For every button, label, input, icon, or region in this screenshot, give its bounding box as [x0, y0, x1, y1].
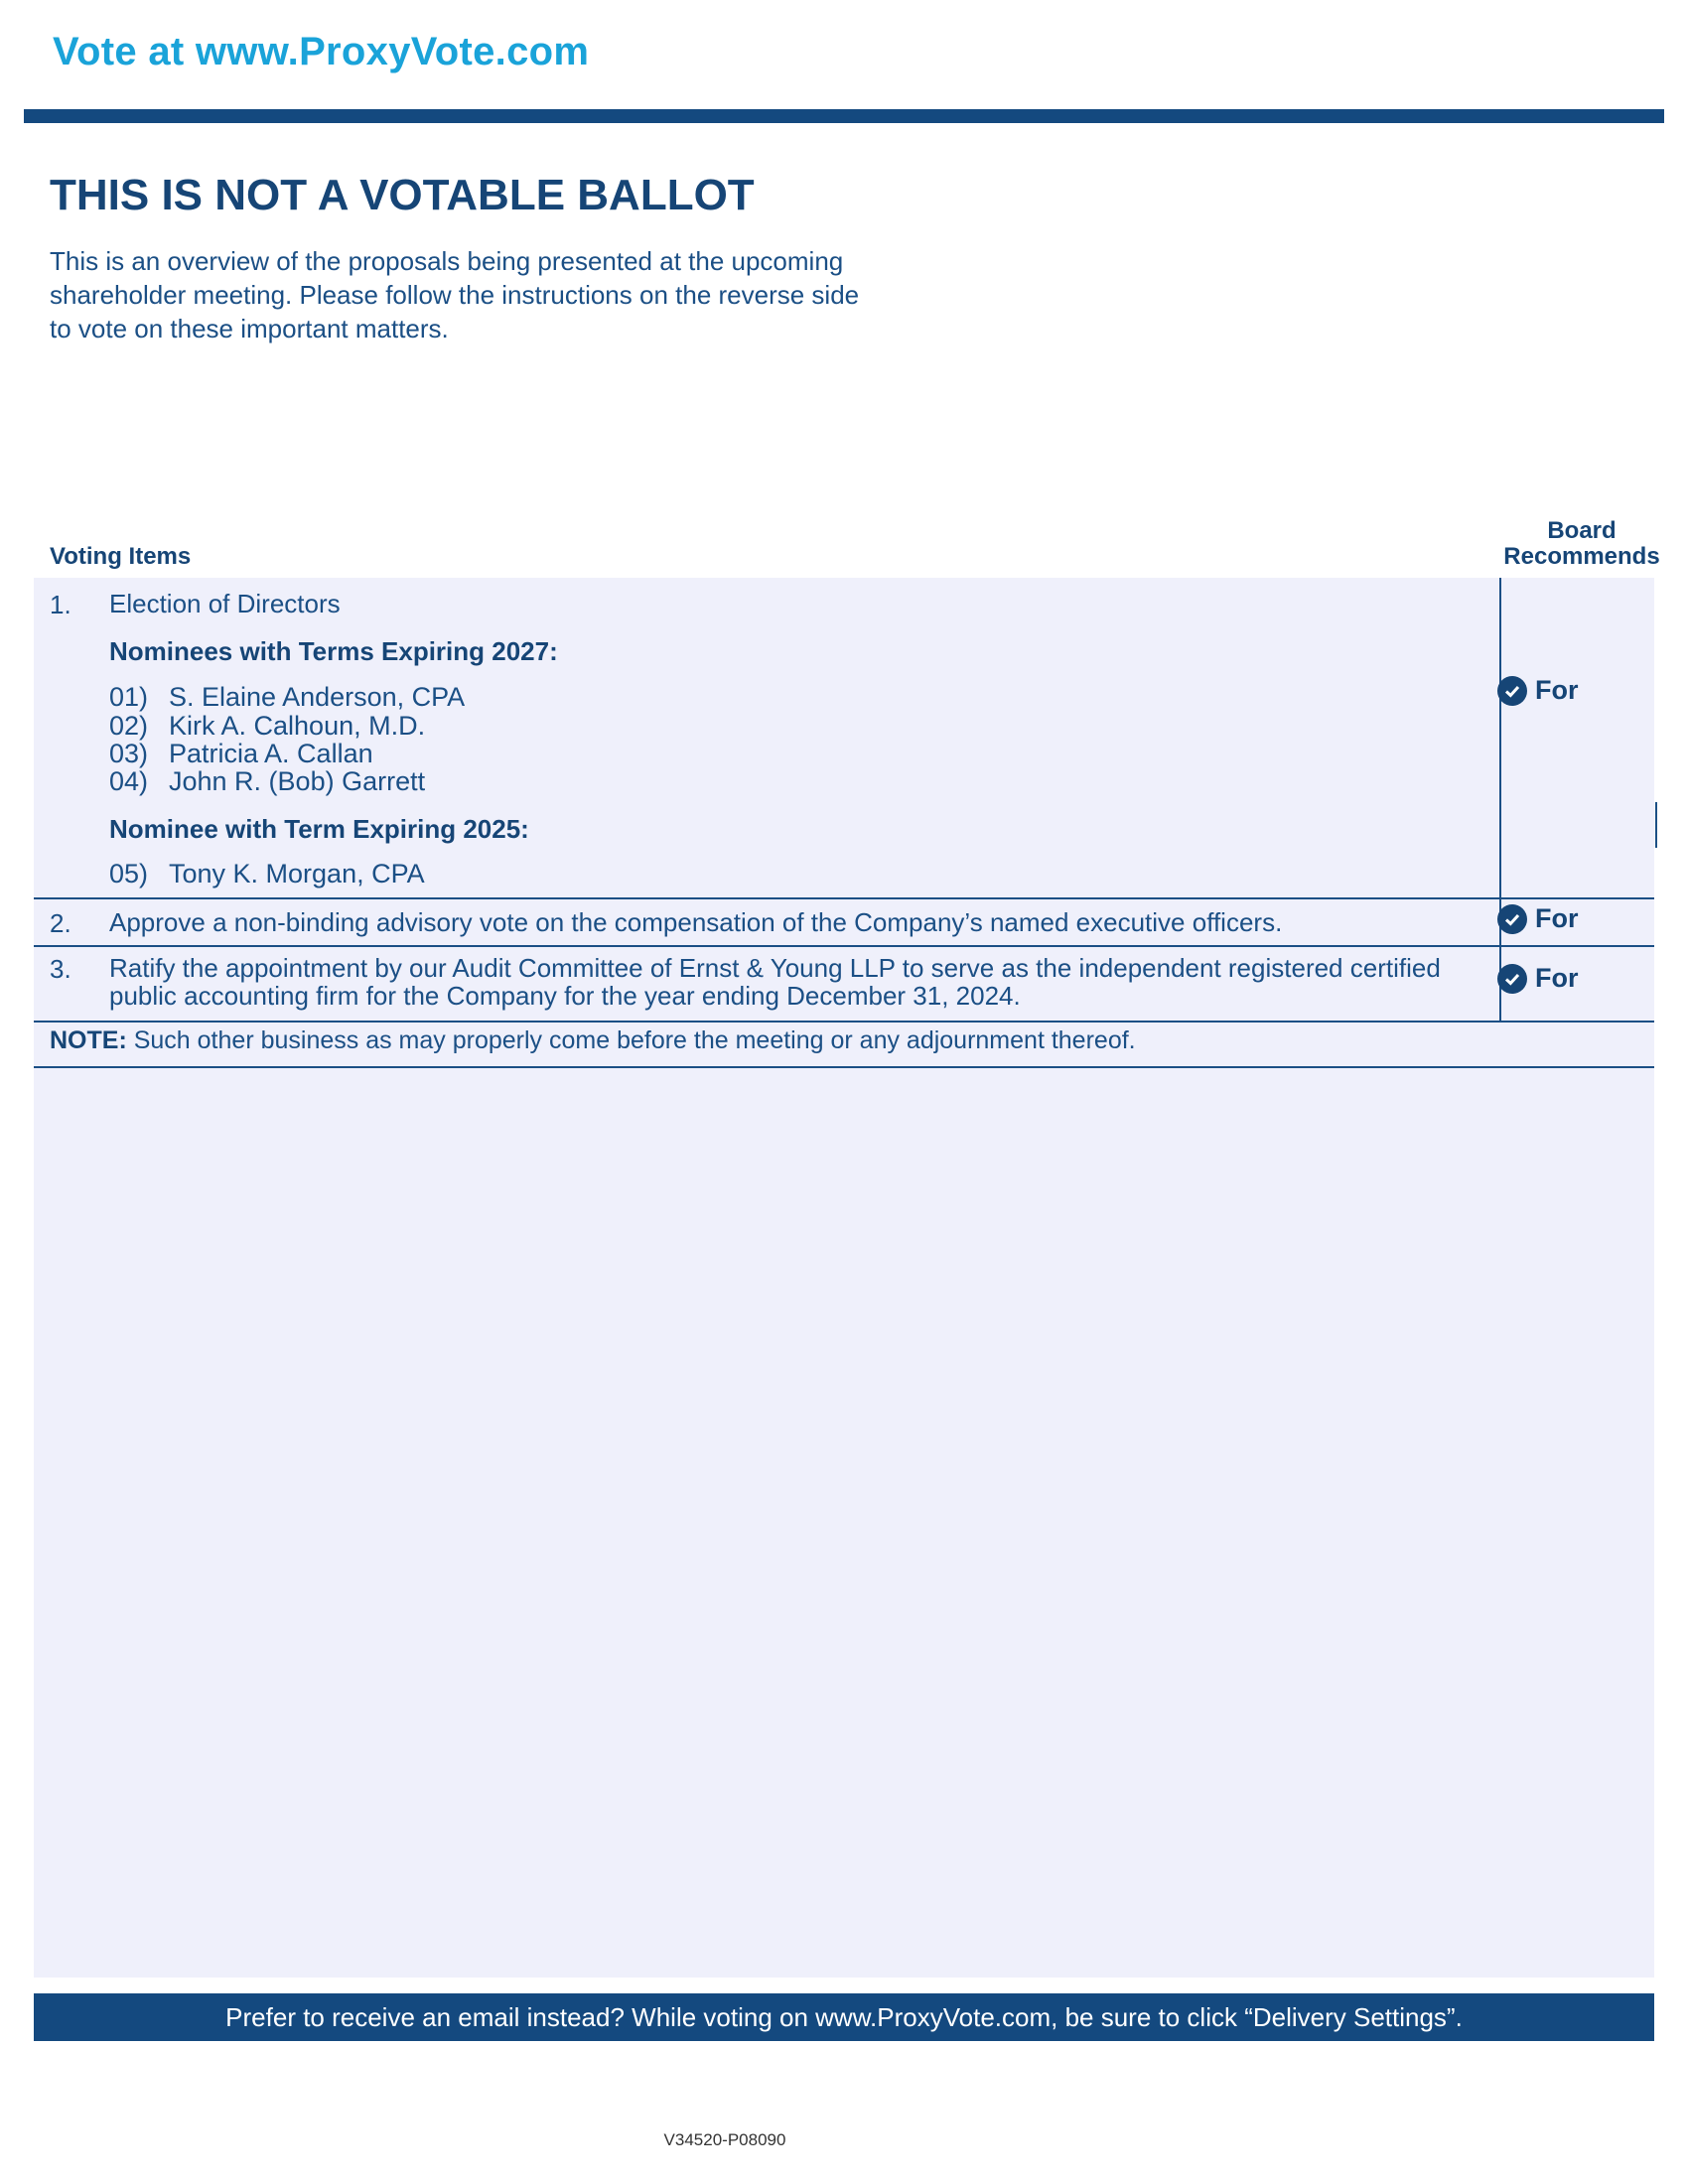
- item-1-recommendation: [1497, 675, 1579, 706]
- check-circle-icon: [1497, 964, 1527, 994]
- header-rule: [24, 109, 1664, 123]
- nominee-name: John R. (Bob) Garrett: [169, 766, 426, 796]
- row-divider-4: [34, 1066, 1654, 1068]
- nominee-name: S. Elaine Anderson, CPA: [169, 682, 466, 712]
- item-3-number: 3.: [50, 954, 71, 984]
- nominee-name: Patricia A. Callan: [169, 739, 373, 768]
- item-2-number: 2.: [50, 908, 71, 938]
- item-1-group2-heading: Nominee with Term Expiring 2025:: [109, 814, 529, 844]
- nominee-number: 01): [109, 682, 149, 712]
- board-header-line2: Recommends: [1503, 543, 1660, 570]
- row-divider-1: [34, 897, 1654, 899]
- nominee-02: [109, 712, 425, 741]
- row-divider-2: [34, 945, 1654, 947]
- intro-text: This is an overview of the proposals being presented at the upcoming shareholder meeting. Please follow the instructions on the reverse side to vote on these important matters.: [50, 246, 860, 343]
- note-text: Such other business as may properly come before the meeting or any adjournment thereof.: [126, 1026, 1136, 1054]
- nominee-03: [109, 740, 373, 768]
- nominee-01: [109, 683, 465, 712]
- item-1-group1-heading: Nominees with Terms Expiring 2027:: [109, 636, 558, 666]
- recommendation-label: For: [1535, 963, 1579, 993]
- item-3-text: [109, 954, 1499, 1010]
- check-circle-icon: [1497, 904, 1527, 934]
- nominee-number: 04): [109, 766, 149, 796]
- nominee-number: 05): [109, 859, 149, 888]
- item-3-text-line2: public accounting firm for the Company for the year ending December 31, 2024.: [109, 981, 1021, 1011]
- item-3-text-line1: Ratify the appointment by our Audit Committee of Ernst & Young LLP to serve as the independent registered certified: [109, 953, 1441, 983]
- row-divider-3: [34, 1021, 1654, 1023]
- voting-items-header: Voting Items: [50, 543, 192, 570]
- board-recommends-header: [1477, 518, 1686, 570]
- nominee-name: Kirk A. Calhoun, M.D.: [169, 711, 426, 741]
- nominee-name: Tony K. Morgan, CPA: [169, 859, 425, 888]
- page-title: THIS IS NOT A VOTABLE BALLOT: [50, 171, 755, 219]
- column-divider: [1499, 578, 1501, 1023]
- document-id: V34520-P08090: [663, 2130, 786, 2149]
- edge-mark: [1655, 802, 1657, 848]
- note: [50, 1026, 1136, 1055]
- nominee-number: 02): [109, 711, 149, 741]
- nominee-05: [109, 860, 425, 888]
- board-header-line1: Board: [1547, 517, 1617, 544]
- check-circle-icon: [1497, 676, 1527, 706]
- recommendation-label: For: [1535, 675, 1579, 705]
- note-label: NOTE:: [50, 1026, 127, 1054]
- recommendation-label: For: [1535, 903, 1579, 933]
- item-2-recommendation: [1497, 903, 1579, 934]
- item-1-text: Election of Directors: [109, 589, 341, 618]
- item-1-number: 1.: [50, 590, 71, 619]
- item-2-text: Approve a non-binding advisory vote on the compensation of the Company’s named executive officers.: [109, 907, 1283, 937]
- header-proxyvote-url[interactable]: Vote at www.ProxyVote.com: [53, 30, 590, 73]
- nominee-04: [109, 767, 425, 796]
- delivery-settings-banner: Prefer to receive an email instead? While voting on www.ProxyVote.com, be sure to click “Delivery Settings”.: [34, 1993, 1654, 2041]
- item-3-recommendation: [1497, 963, 1579, 994]
- nominee-number: 03): [109, 739, 149, 768]
